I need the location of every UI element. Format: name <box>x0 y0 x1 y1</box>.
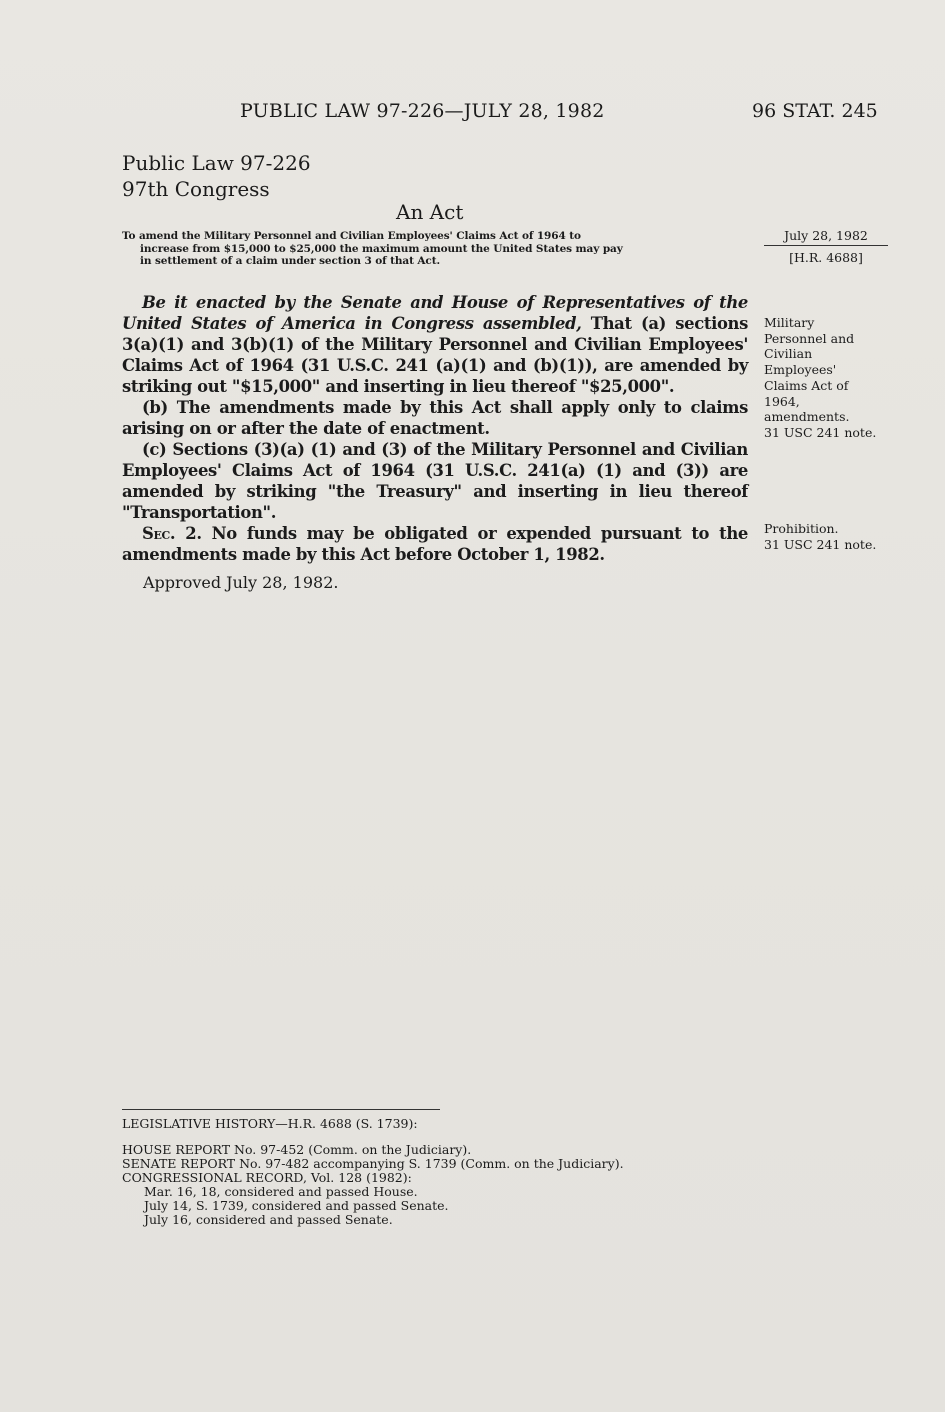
margin-note-line: Claims Act of <box>764 377 849 393</box>
margin-date-block <box>764 228 888 266</box>
footnote-divider <box>122 1109 440 1110</box>
purpose-clause <box>122 230 748 268</box>
section-1b: (b) The amendments made by this Act shall apply only to claims arising on or after the date of enactment. <box>122 398 748 438</box>
running-head: PUBLIC LAW 97-226—JULY 28, 1982 <box>240 100 605 122</box>
approval-line: Approved July 28, 1982. <box>143 573 339 592</box>
margin-note-line: amendments. <box>764 409 850 425</box>
purpose-line-1: To amend the Military Personnel and Civilian Employees' Claims Act of 1964 to <box>122 230 581 242</box>
margin-note-line: Employees' <box>764 362 837 378</box>
margin-note-line: Personnel and <box>764 330 855 346</box>
section-1a-text: That (a) sections 3(a)(1) and 3(b)(1) of the Military Personnel and Civilian Employees' Claims Act of 1964 (31 U.S.C. 241 (a)(1) and (b)(1)), are amended by striking out "$15,000" and inserting in lieu thereof "$25,000". <box>122 314 748 396</box>
bill-number: [H.R. 4688] <box>789 250 863 265</box>
margin-note-prohibition <box>764 521 894 552</box>
section-2-text: No funds may be obligated or expended pursuant to the amendments made by this Act before October 1, 1982. <box>122 524 748 564</box>
enacting-clause: Be it enacted by the Senate and House of Representatives of the United States of America in Congress assembled, <box>122 293 748 333</box>
purpose-line-2: increase from $15,000 to $25,000 the maximum amount the United States may pay <box>140 242 623 255</box>
legislative-history-heading: LEGISLATIVE HISTORY—H.R. 4688 (S. 1739): <box>122 1116 418 1131</box>
record-entry: July 14, S. 1739, considered and passed Senate. <box>144 1198 449 1213</box>
margin-note-line: 31 USC 241 note. <box>764 424 877 440</box>
senate-report: SENATE REPORT No. 97-482 accompanying S. 1739 (Comm. on the Judiciary). <box>122 1156 624 1171</box>
congress-number: 97th Congress <box>122 177 270 201</box>
legislative-history <box>122 1117 624 1227</box>
house-report: HOUSE REPORT No. 97-452 (Comm. on the Judiciary). <box>122 1142 472 1157</box>
margin-note-line: Civilian <box>764 346 813 362</box>
record-entry: Mar. 16, 18, considered and passed House. <box>144 1184 418 1199</box>
purpose-line-3: in settlement of a claim under section 3 of that Act. <box>140 255 441 267</box>
record-entry: July 16, considered and passed Senate. <box>144 1212 393 1227</box>
act-body <box>122 292 748 565</box>
section-2-label: Sec. 2. <box>142 524 202 543</box>
enactment-date: July 28, 1982 <box>764 228 888 246</box>
margin-note-line: 31 USC 241 note. <box>764 536 877 552</box>
act-title: An Act <box>396 200 464 224</box>
section-1c: (c) Sections (3)(a) (1) and (3) of the Military Personnel and Civilian Employees' Claims Act of 1964 (31 U.S.C. 241(a) (1) and (3)) are amended by striking "the Treasury" and inserting in lieu thereof "Transportation". <box>122 440 748 522</box>
public-law-number: Public Law 97-226 <box>122 151 311 175</box>
law-identifier <box>122 150 311 202</box>
margin-note-amendments <box>764 315 894 441</box>
section-1a <box>122 292 748 397</box>
margin-note-line: Military <box>764 315 815 330</box>
margin-note-line: Prohibition. <box>764 521 839 536</box>
margin-note-line: 1964, <box>764 393 800 409</box>
stat-page-number: 96 STAT. 245 <box>752 100 878 122</box>
congressional-record: CONGRESSIONAL RECORD, Vol. 128 (1982): <box>122 1170 412 1185</box>
section-2 <box>122 523 748 565</box>
